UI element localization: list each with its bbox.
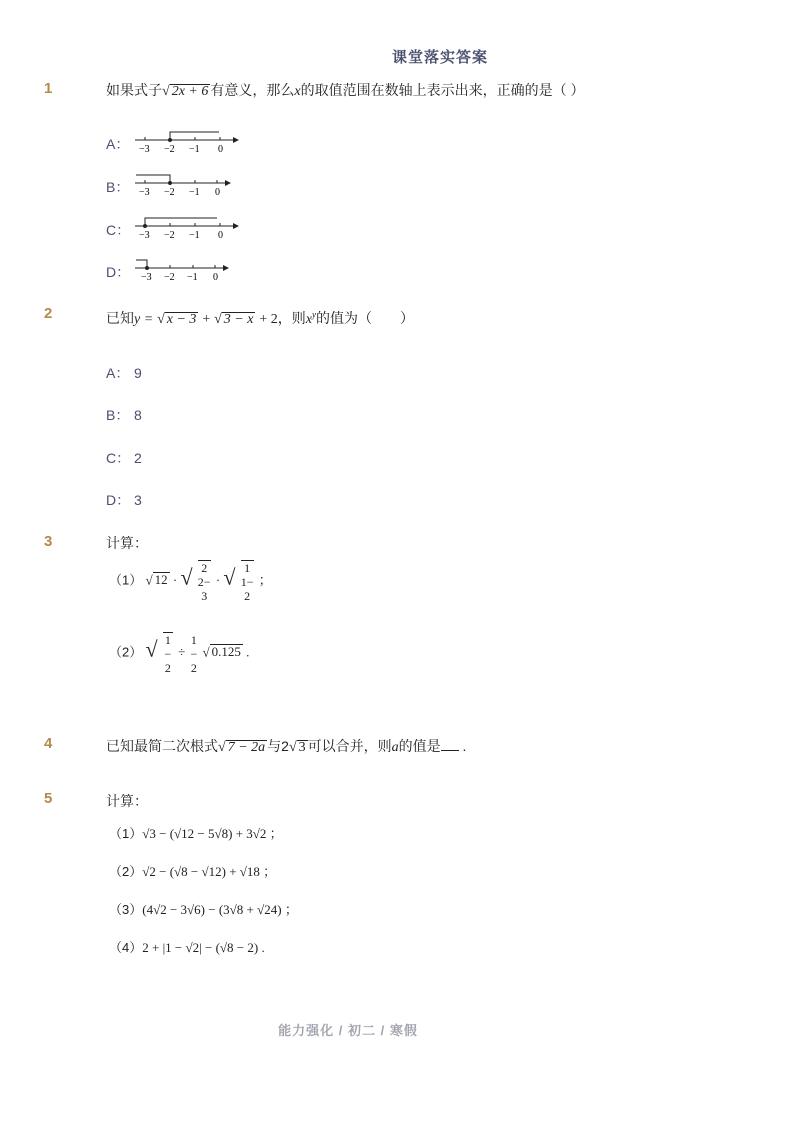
tick-label: 0 xyxy=(218,144,223,154)
q5-item-4: （4）2 + |1 − √2| − (√8 − 2) . xyxy=(109,940,265,955)
tick-label: −3 xyxy=(139,144,150,154)
q2-option-d[interactable]: D： 3 xyxy=(106,492,142,508)
question-2-text: 已知y = √ x − 3 + √ 3 − x + 2，则$x^y$的值为（ ） xyxy=(106,309,414,327)
question-1-text: 如果式子√ 2x + 6 有意义，那么x的取值范围在数轴上表示出来，正确的是（ ） xyxy=(106,82,585,99)
q5-item-1: （1）√3 − (√12 − 5√8) + 3√2 ； xyxy=(109,826,283,841)
q1-option-a[interactable]: A： xyxy=(106,136,130,152)
question-4-text: 已知最简二次根式√ 7 − 2a 与2√ 3 可以合并，则a的值是 . xyxy=(106,738,467,755)
tick-label: −2 xyxy=(164,230,175,240)
q1-number-line-c xyxy=(133,216,243,240)
question-5-text: 计算： xyxy=(106,793,148,809)
tick-label: −3 xyxy=(139,230,150,240)
tick-label: 0 xyxy=(215,187,220,197)
question-number-4: 4 xyxy=(44,735,53,752)
question-number-2: 2 xyxy=(44,305,53,322)
tick-label: −1 xyxy=(189,187,200,197)
page-title: 课堂落实答案 xyxy=(391,49,488,66)
page-footer: 能力强化 / 初二 / 寒假 xyxy=(278,1023,418,1038)
q1-number-line-a xyxy=(133,130,243,154)
tick-label: −2 xyxy=(164,272,175,282)
q2-option-c[interactable]: C： 2 xyxy=(106,450,142,466)
q3-part-2: （2） √ 1 − 2 ÷ 1 − 2 √ 0.125 . xyxy=(109,632,250,675)
q1-option-b[interactable]: B： xyxy=(106,179,130,195)
tick-label: 0 xyxy=(213,272,218,282)
question-number-3: 3 xyxy=(44,533,53,550)
question-number-5: 5 xyxy=(44,790,53,807)
q1-option-d[interactable]: D： xyxy=(106,264,131,280)
q2-option-a[interactable]: A： 9 xyxy=(106,365,142,381)
tick-label: −1 xyxy=(189,230,200,240)
q1-option-c[interactable]: C： xyxy=(106,222,131,238)
tick-label: −1 xyxy=(187,272,198,282)
tick-label: −2 xyxy=(164,144,175,154)
tick-label: −2 xyxy=(164,187,175,197)
q1-number-line-b xyxy=(133,173,243,197)
tick-label: −1 xyxy=(189,144,200,154)
tick-label: −3 xyxy=(141,272,152,282)
q3-part-1: （1） √ 12 · √ 2 2− 3 · √ 1 1− 2 ； xyxy=(109,561,272,603)
question-3-text: 计算： xyxy=(106,535,148,551)
question-number-1: 1 xyxy=(44,80,53,97)
q1-number-line-d xyxy=(133,258,243,282)
answer-blank[interactable] xyxy=(441,750,459,751)
tick-label: −3 xyxy=(139,187,150,197)
q5-item-2: （2）√2 − (√8 − √12) + √18 ； xyxy=(109,864,277,879)
tick-label: 0 xyxy=(218,230,223,240)
q5-item-3: （3）(4√2 − 3√6) − (3√8 + √24) ； xyxy=(109,902,298,917)
q2-option-b[interactable]: B： 8 xyxy=(106,407,142,423)
